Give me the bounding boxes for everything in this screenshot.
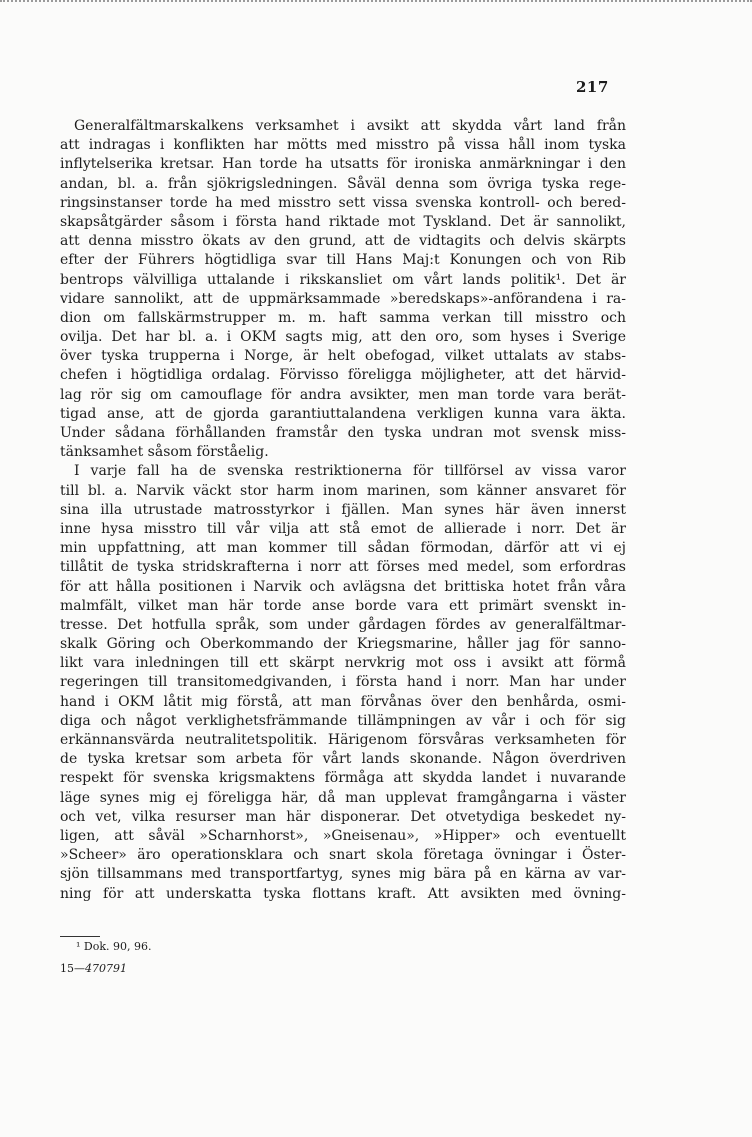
text-line: dion om fallskärmstrupper m. m. haft samma verkan till misstro och: [60, 309, 626, 326]
page-number: 217: [576, 78, 609, 96]
text-line: regeringen till transitomedgivanden, i första hand i norr. Man har under: [60, 674, 626, 691]
text-line: diga och något verklighetsfrämmande tillämpningen av vår i och för sig: [60, 712, 626, 729]
text-line: vidare sannolikt, att de uppmärksammade »beredskaps»-anförandena i ra-: [60, 290, 626, 307]
text-line: de tyska kretsar som arbeta för vårt lands skonande. Någon överdriven: [60, 751, 626, 768]
printer-signature-mark: [60, 962, 127, 976]
text-line: sjön tillsammans med transportfartyg, synes mig bära på en kärna av var-: [60, 866, 626, 883]
text-line: Under sådana förhållanden framstår den tyska undran mot svensk miss-: [60, 425, 626, 441]
text-line: tillåtit de tyska stridskrafterna i norr att förses med medel, som erfordras: [60, 559, 626, 576]
text-line: lag rör sig om camouflage för andra avsikter, men man torde vara berät-: [60, 386, 626, 403]
text-line: hand i OKM låtit mig förstå, att man förvånas över den benhårda, osmi-: [60, 693, 626, 710]
text-line: tänksamhet såsom förståelig.: [60, 444, 269, 461]
text-line: över tyska trupperna i Norge, är helt obefogad, vilket uttalats av stabs-: [60, 348, 626, 365]
text-line: inne hysa misstro till vår vilja att stå emot de allierade i norr. Det är: [60, 520, 626, 537]
text-line: malmfält, vilket man här torde anse borde vara ett primärt svenskt in-: [60, 597, 626, 614]
text-line: för att hålla positionen i Narvik och avlägsna det brittiska hotet från våra: [60, 578, 626, 595]
text-line: och vet, vilka resurser man här disponerar. Det otvetydiga beskedet ny-: [60, 808, 626, 825]
text-line: respekt för svenska krigsmaktens förmåga att skydda landet i nuvarande: [60, 770, 626, 787]
text-line: inflytelserika kretsar. Han torde ha utsatts för ironiska anmärkningar i den: [60, 156, 626, 173]
text-line: ovilja. Det har bl. a. i OKM sagts mig, att den oro, som hyses i Sverige: [60, 329, 626, 346]
body-text: [60, 117, 626, 904]
text-line: sina illa utrustade matrosstyrkor i fjällen. Man synes här även innerst: [60, 501, 626, 518]
footnote-rule: [60, 936, 100, 937]
text-line: tigad anse, att de gjorda garantiuttalandena verkligen kunna vara äkta.: [60, 405, 626, 422]
text-line: andan, bl. a. från sjökrigsledningen. Såväl denna som övriga tyska rege-: [60, 175, 626, 192]
signature-code: 470791: [85, 962, 127, 975]
text-line: likt vara inledningen till ett skärpt nervkrig mot oss i avsikt att förmå: [60, 655, 626, 672]
text-line: efter der Führers högtidliga svar till Hans Maj:t Konungen och von Rib: [60, 252, 626, 269]
text-line: att denna misstro ökats av den grund, att de vidtagits och delvis skärpts: [60, 233, 626, 250]
text-line: ringsinstanser torde ha med misstro sett vissa svenska kontroll- och bered-: [60, 194, 626, 211]
text-line: min uppfattning, att man kommer till sådan förmodan, därför att vi ej: [60, 540, 626, 557]
text-line: I varje fall ha de svenska restriktionerna för tillförsel av vissa varor: [74, 463, 626, 480]
text-line: chefen i högtidliga ordalag. Förvisso föreligga möjligheter, att det härvid-: [60, 367, 626, 384]
text-line: att indragas i konflikten har mötts med misstro på vissa håll inom tyska: [60, 137, 626, 154]
text-line: ligen, att såväl »Scharnhorst», »Gneisenau», »Hipper» och eventuellt: [60, 827, 626, 844]
text-line: tresse. Det hotfulla språk, som under gårdagen fördes av generalfältmar-: [60, 616, 626, 633]
text-line: bentrops välvilliga uttalande i rikskansliet om vårt lands politik¹. Det är: [60, 271, 626, 288]
footnote: ¹ Dok. 90, 96.: [76, 940, 152, 953]
text-line: Generalfältmarskalkens verksamhet i avsikt att skydda vårt land från: [74, 118, 626, 134]
text-line: erkännansvärda neutralitetspolitik. Härigenom försvåras verksamheten för: [60, 732, 626, 748]
text-line: läge synes mig ej föreligga här, då man upplevat framgångarna i väster: [60, 789, 626, 806]
text-line: till bl. a. Narvik väckt stor harm inom marinen, som känner ansvaret för: [60, 482, 626, 499]
text-line: skalk Göring och Oberkommando der Kriegsmarine, håller jag för sanno-: [60, 636, 626, 653]
signature-prefix: 15—: [60, 962, 85, 975]
text-line: skapsåtgärder såsom i första hand riktade mot Tyskland. Det är sannolikt,: [60, 213, 626, 230]
text-line: ning för att underskatta tyska flottans kraft. Att avsikten med övning-: [60, 885, 626, 902]
page-top-edge: [0, 0, 752, 5]
text-line: »Scheer» äro operationsklara och snart skola företaga övningar i Öster-: [60, 847, 626, 864]
